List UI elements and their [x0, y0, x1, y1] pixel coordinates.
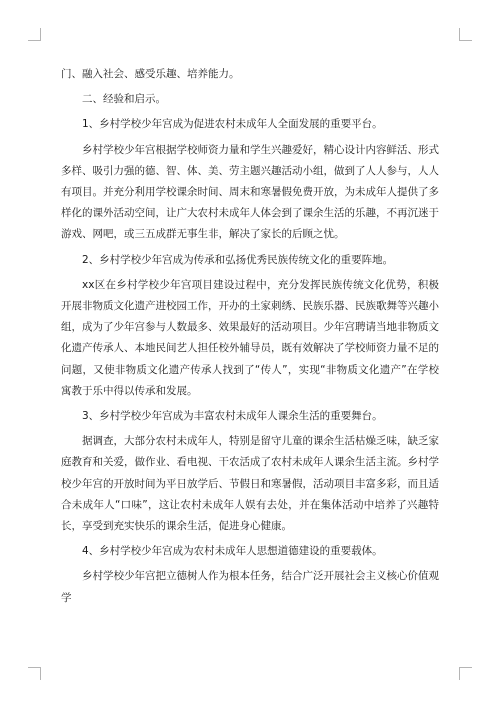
- paragraph-4: 乡村学校少年宫把立德树人作为根本任务，结合广泛开展社会主义核心价值观学: [61, 570, 439, 604]
- subheading-3: 3、乡村学校少年宫成为丰富农村未成年人课余生活的重要舞台。: [82, 410, 383, 423]
- subheading-2: 2、乡村学校少年宫成为传承和弘扬优秀民族传统文化的重要阵地。: [82, 253, 394, 266]
- paragraph-1: 乡村学校少年宫根据学校师资力量和学生兴趣爱好，精心设计内容鲜活、形式多样、吸引力强的德、智、体、美、劳主题兴趣活动小组，做到了人人参与，人人有项目。并充分利用学校课余时间、周末和寒暑假免费开放，为未成年人提供了多样化的课外活动空间，让广大农村未成年人体会到了课余生活的乐趣，不再沉迷于游戏、网吧，或三五成群无事生非，解决了家长的后顾之忧。: [61, 143, 439, 241]
- crop-mark-bottom-left: [28, 667, 41, 680]
- paragraph-3: 据调查，大部分农村未成年人，特别是留守儿童的课余生活枯燥乏味，缺乏家庭教育和关爱，做作业、看电视、干农活成了农村未成年人课余生活主流。乡村学校少年宫的开放时间为平日放学后、节假日和寒暑假，活动项目丰富多彩，而且适合未成年人“口味”，这让农村未成年人娱有去处，并在集体活动中培养了兴趣特长，享受到充实快乐的课余生活，促进身心健康。: [61, 435, 439, 533]
- document-body: [61, 64, 439, 613]
- crop-mark-top-right: [459, 28, 472, 41]
- crop-mark-top-left: [28, 28, 41, 41]
- crop-mark-bottom-right: [459, 667, 472, 680]
- subheading-4: 4、乡村学校少年宫成为农村未成年人思想道德建设的重要载体。: [82, 545, 383, 558]
- section-heading-experience: 二、经验和启示。: [82, 93, 166, 106]
- subheading-1: 1、乡村学校少年宫成为促进农村未成年人全面发展的重要平台。: [82, 118, 383, 131]
- paragraph-continuation: 门、融入社会、感受乐趣、培养能力。: [61, 68, 240, 80]
- paragraph-2: xx区在乡村学校少年宫项目建设过程中，充分发挥民族传统文化优势，积极开展非物质文化遗产进校园工作，开办的土家刺绣、民族乐器、民族歌舞等兴趣小组，成为了少年宫参与人数最多、效果最好的活动项目。少年宫聘请当地非物质文化遗产传承人、本地民间艺人担任校外辅导员，既有效解决了学校师资力量不足的问题，又使非物质文化遗产传承人找到了“传人”，实现“非物质文化遗产”在学校寓教于乐中得以传承和发展。: [61, 278, 439, 397]
